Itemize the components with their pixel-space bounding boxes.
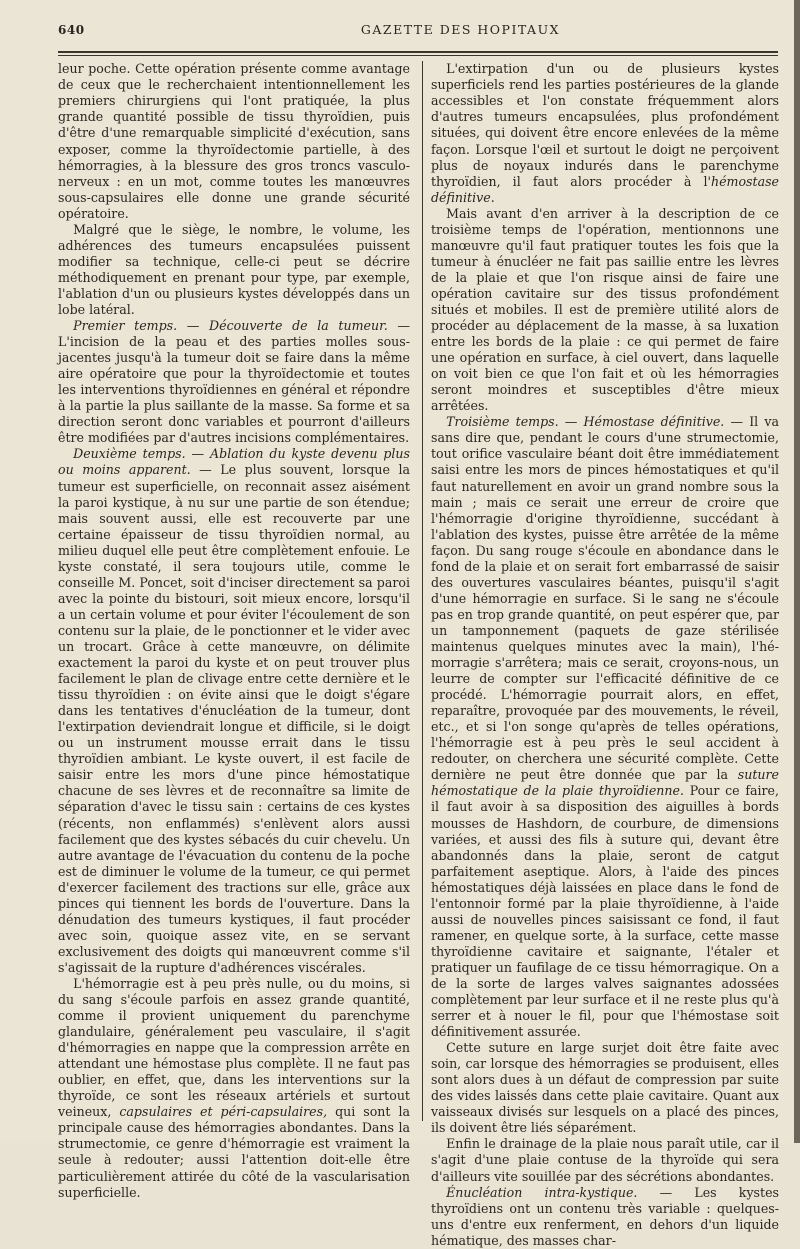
paragraph: Troisième temps. — Hémostase définitive. — Il va sans dire que, pendant le cours d'une strumectomie, tout orifice vasculaire béant doit être immédiatement saisi entre les mors de pinces hémostatiques et qu'il faut naturellement en avoir un grand nombre sous la main ; mais ce serait une erreur de croire que l'hémorragie d'origine thyroïdienne, succédant à l'ablation des kystes, puisse être arrêtée de la même façon. Du sang rouge s'écoule en abondance dans le fond de la plaie et on serait fort embarrassé de saisir des ouvertures vasculaires béantes, puisqu'il s'agit d'une hémorragie en surface. Si le sang ne s'écoule pas en trop grande quantité, on peut espérer que, par un tamponnement (paquets de gaze stérilisée maintenus quelques minutes avec la main), l'hémorragie s'arrêtera; mais ce serait, croyons-nous, un leurre de compter sur l'efficacité définitive de ce procédé. L'hémorragie pourrait alors, en effet, reparaître, provoquée par des mouvements, le réveil, etc., et si l'on songe qu'après de telles opérations, l'hémorragie est à peu près le seul accident à redouter, on cherchera une sécurité complète. Cette dernière ne peut être donnée que par la suture hémostatique de la plaie thyroïdienne. Pour ce faire, il faut avoir à sa disposition des aiguilles à bords mousses de Hashdorn, de courbure, de dimensions variées, et aussi des fils à suture qui, devant être abandonnés dans la plaie, seront de catgut parfaitement aseptique. Alors, à l'aide des pinces hémostatiques déjà laissées en place dans le fond de l'entonnoir formé par la plaie thyroïdienne, à l'aide aussi de nouvelles pinces saisissant ce fond, il faut ramener, en quelque sorte, à la surface, cette masse thyroïdienne cavitaire et saignante, l'étaler et pratiquer un faufilage de ce tissu hémorragique. On a de la sorte de larges valves saignantes adossées complètement par leur surface et il ne reste plus qu'à serrer et à nouer le fil, pour que l'hémostase soit définitivement assurée.	[431, 414, 779, 1040]
paragraph: Deuxième temps. — Ablation du kyste devenu plus ou moins apparent. — Le plus souvent, lorsque la tumeur est superficielle, on reconnait assez aisément la paroi kystique, à nu sur une partie de son étendue; mais souvent aussi, elle est recouverte par une certaine épaisseur de tissu thyroïdien normal, au milieu duquel elle peut être complètement enfouie. Le kyste constaté, il sera toujours utile, comme le conseille M. Poncet, soit d'inciser directement sa paroi avec la pointe du bistouri, soit mieux encore, lorsqu'il a un certain volume et pour éviter l'écoulement de son contenu sur la plaie, de le ponctionner et le vider avec un trocart. Grâce à cette manœuvre, on délimite exactement la paroi du kyste et on peut trouver plus facilement le plan de clivage entre cette dernière et le tissu thyroïdien : on évite ainsi que le doigt s'égare dans les tentatives d'énucléation de la tumeur, dont l'extirpation deviendrait longue et difficile, si le doigt ou un instrument mousse errait dans le tissu thyroïdien ambiant. Le kyste ouvert, il est facile de saisir entre les mors d'une pince hémostatique chacune de ses lèvres et de reconnaître sa limite de séparation d'avec le tissu sain : certains de ces kystes (récents, non enflammés) s'enlèvent alors aussi facilement que des kystes sébacés du cuir chevelu. Un autre avantage de l'évacuation du contenu de la poche est de diminuer le volume de la tumeur, ce qui permet d'exercer facilement des tractions sur elle, grâce aux pinces qui tiennent les bords de l'ouverture. Dans la dénudation des tumeurs kystiques, il faut procéder avec soin, quoique assez vite, en se servant exclusivement des doigts qui manœuvrent comme s'il s'agissait de la rupture d'adhérences viscérales.	[58, 446, 410, 975]
right-column	[431, 61, 779, 1248]
header-rules	[58, 51, 778, 56]
paragraph: Premier temps. — Découverte de la tumeur. — L'incision de la peau et des parties molles sous-jacentes jusqu'à la tumeur doit se faire dans la même aire opératoire que pour la thyroïdectomie et toutes les interventions thyroïdiennes en général et répondre à la partie la plus saillante de la masse. Sa forme et sa direction seront donc variables et pourront d'ailleurs être modifiées par d'autres incisions complémentaires.	[58, 318, 410, 446]
paragraph: Mais avant d'en arriver à la description de ce troisième temps de l'opération, mentionnons une manœuvre qu'il faut pratiquer toutes les fois que la tumeur à énucléer ne fait pas saillie entre les lèvres de la plaie et que l'on risque ainsi de faire une opération cavitaire sur des tissus profondément situés et mobiles. Il est de première utilité alors de procéder au déplacement de la masse, à sa luxation entre les bords de la plaie : ce qui permet de faire une opération en surface, à ciel ouvert, dans laquelle on voit bien ce que l'on fait et où les hémorragies seront moindres et susceptibles d'être mieux arrêtées.	[431, 205, 779, 414]
journal-title: GAZETTE DES HOPITAUX	[360, 22, 560, 37]
paragraph: Énucléation intra-kystique. — Les kystes thyroïdiens ont un contenu très variable : quelques-uns d'entre eux renferment, en dehors d'un liquide hématique, des masses char-	[431, 1184, 779, 1248]
paragraph: L'extirpation d'un ou de plusieurs kystes superficiels rend les parties postérieures de la glande accessibles et l'on constate fréquemment alors d'autres tumeurs encapsulées, plus profondément situées, qui doivent être encore enlevées de la même façon. Lorsque l'œil et surtout le doigt ne perçoivent plus de noyaux indurés dans le parenchyme thyroïdien, il faut alors procéder à l'hémostase définitive.	[431, 61, 779, 205]
paragraph: Cette suture en large surjet doit être faite avec soin, car lorsque des hémorragies se produisent, elles sont alors dues à un défaut de compression par suite des vides laissés dans cette plaie cavitaire. Quant aux vaisseaux divisés sur lesquels on a placé des pinces, ils doivent être liés séparément.	[431, 1040, 779, 1136]
section-heading: Premier temps. — Découverte de la tumeur.	[73, 318, 388, 334]
page-number: 640	[58, 23, 85, 37]
paragraph: L'hémorragie est à peu près nulle, ou du moins, si du sang s'écoule parfois en assez grande quantité, comme il provient uniquement du parenchyme glandulaire, généralement peu vasculaire, il s'agit d'hémorragies en nappe que la compression arrête en attendant une hémostase plus complète. Il ne faut pas oublier, en effet, que, dans les interventions sur la thyroïde, ce sont les réseaux artériels et surtout veineux, capsulaires et péri-capsulaires, qui sont la principale cause des hémorragies abondantes. Dans la strumectomie, ce genre d'hémorragie est vraiment la seule à redouter; aussi l'attention doit-elle être particulièrement attirée du côté de la vascularisation superficielle.	[58, 975, 410, 1200]
section-heading: Énucléation intra-kystique.	[446, 1184, 638, 1200]
text-columns	[58, 61, 780, 1248]
paragraph: Enfin le drainage de la plaie nous paraît utile, car il s'agit d'une plaie contuse de la thyroïde qui sera d'ailleurs vite souillée par des sécrétions abondantes.	[431, 1136, 779, 1184]
column-divider	[422, 61, 423, 1121]
section-heading: Troisième temps. — Hémostase définitive.	[446, 414, 725, 430]
paragraph: Malgré que le siège, le nombre, le volume, les adhérences des tumeurs encapsulées puissent modifier sa technique, celle-ci peut se décrire méthodiquement en prenant pour type, par exemple, l'ablation d'un ou plusieurs kystes développés dans un lobe latéral.	[58, 221, 410, 317]
page-header	[58, 22, 780, 37]
paragraph: leur poche. Cette opération présente comme avantage de ceux que le recherchaient intentionnellement les premiers chirurgiens qui l'ont pratiquée, la plus grande quantité possible de tissu thyroïdien, puis d'être d'une remarquable simplicité d'exécution, sans exposer, comme la thyroïdectomie partielle, à des hémorragies, à la blessure des gros troncs vasculo-nerveux : en un mot, comme toutes les manœuvres sous-capsulaires elle donne une grande sécurité opératoire.	[58, 61, 410, 221]
section-heading: Deuxième temps. — Ablation du kyste devenu plus ou moins apparent.	[58, 446, 410, 478]
left-column	[58, 61, 420, 1200]
